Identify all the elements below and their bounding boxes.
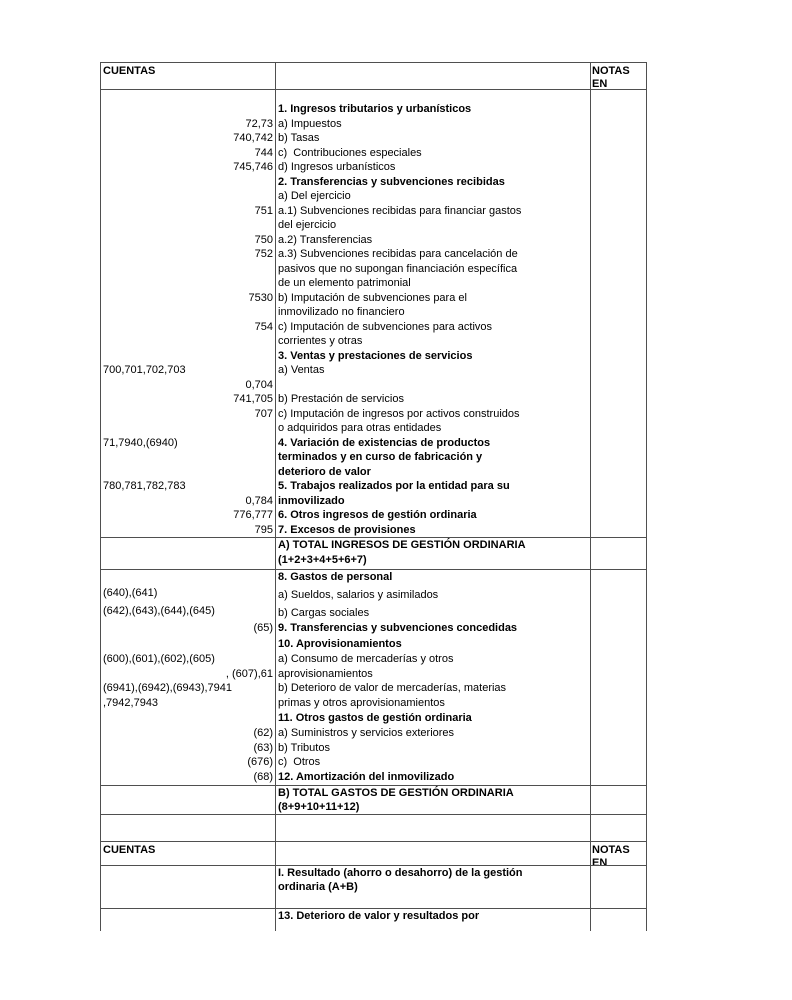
account-cell xyxy=(101,218,276,233)
table-row xyxy=(101,160,646,175)
description-cell: c) Imputación de ingresos por activos construidos xyxy=(276,407,591,422)
account-cell xyxy=(101,90,276,102)
notes-cell xyxy=(591,262,646,277)
notes-cell xyxy=(591,131,646,146)
notes-cell xyxy=(591,741,646,756)
notes-cell xyxy=(591,334,646,349)
account-cell xyxy=(101,450,276,465)
table-row xyxy=(101,131,646,146)
notes-cell xyxy=(591,479,646,494)
account-cell xyxy=(101,305,276,320)
account-cell: 776,777 xyxy=(101,508,276,523)
table-row xyxy=(101,334,646,349)
description-cell: 13. Deterioro de valor y resultados por xyxy=(276,909,591,931)
account-cell: ,7942,7943 xyxy=(101,696,276,711)
account-cell: (600),(601),(602),(605) xyxy=(101,652,276,667)
table-row xyxy=(101,585,646,603)
table-row xyxy=(101,908,646,931)
account-cell xyxy=(101,815,276,841)
table-row xyxy=(101,681,646,696)
description-cell: c) Contribuciones especiales xyxy=(276,146,591,161)
notes-cell xyxy=(591,305,646,320)
table-row xyxy=(101,407,646,422)
notes-cell xyxy=(591,90,646,102)
table-row xyxy=(101,880,646,895)
description-cell: 12. Amortización del inmovilizado xyxy=(276,770,591,785)
description-cell: inmovilizado xyxy=(276,494,591,509)
table-row xyxy=(101,320,646,335)
account-cell xyxy=(101,637,276,652)
table-row xyxy=(101,537,646,553)
account-cell: 741,705 xyxy=(101,392,276,407)
description-cell xyxy=(276,90,591,102)
account-cell: 744 xyxy=(101,146,276,161)
table-row xyxy=(101,465,646,480)
table-row xyxy=(101,603,646,621)
account-cell: (65) xyxy=(101,621,276,637)
notes-cell xyxy=(591,786,646,800)
account-cell xyxy=(101,909,276,931)
table-row xyxy=(101,814,646,841)
description-cell: 8. Gastos de personal xyxy=(276,570,591,585)
description-cell: a) Sueldos, salarios y asimilados xyxy=(276,585,591,603)
description-cell: 6. Otros ingresos de gestión ordinaria xyxy=(276,508,591,523)
notes-cell xyxy=(591,523,646,538)
description-cell: A) TOTAL INGRESOS DE GESTIÓN ORDINARIA xyxy=(276,538,591,553)
notes-cell xyxy=(591,218,646,233)
column-header-notas xyxy=(591,842,646,865)
description-cell: a) Del ejercicio xyxy=(276,189,591,204)
description-cell: 1. Ingresos tributarios y urbanísticos xyxy=(276,102,591,117)
table-row xyxy=(101,696,646,711)
column-header-description xyxy=(276,63,591,89)
account-cell xyxy=(101,711,276,726)
table-row xyxy=(101,667,646,682)
notes-cell xyxy=(591,652,646,667)
table-row xyxy=(101,175,646,190)
table-row xyxy=(101,652,646,667)
description-cell: 11. Otros gastos de gestión ordinaria xyxy=(276,711,591,726)
notes-cell xyxy=(591,392,646,407)
table-row xyxy=(101,189,646,204)
description-cell: a) Ventas xyxy=(276,363,591,378)
account-cell: (642),(643),(644),(645) xyxy=(101,603,276,621)
notes-cell xyxy=(591,363,646,378)
notes-cell xyxy=(591,667,646,682)
account-cell: 752 xyxy=(101,247,276,262)
description-cell: 7. Excesos de provisiones xyxy=(276,523,591,538)
account-cell xyxy=(101,866,276,880)
table-row xyxy=(101,711,646,726)
description-cell: b) Tasas xyxy=(276,131,591,146)
table-row xyxy=(101,102,646,117)
description-cell: inmovilizado no financiero xyxy=(276,305,591,320)
notes-cell xyxy=(591,815,646,841)
account-cell: 7530 xyxy=(101,291,276,306)
description-cell: corrientes y otras xyxy=(276,334,591,349)
notes-cell xyxy=(591,465,646,480)
notes-cell xyxy=(591,755,646,770)
description-cell: o adquiridos para otras entidades xyxy=(276,421,591,436)
description-cell: b) Tributos xyxy=(276,741,591,756)
table-row xyxy=(101,770,646,785)
description-cell: 9. Transferencias y subvenciones concedidas xyxy=(276,621,591,637)
column-header-notas-line1: NOTAS xyxy=(592,843,630,856)
account-cell: (62) xyxy=(101,726,276,741)
notes-cell xyxy=(591,553,646,569)
description-cell xyxy=(276,895,591,908)
table-row xyxy=(101,233,646,248)
table-row xyxy=(101,479,646,494)
notes-cell xyxy=(591,450,646,465)
account-cell: 795 xyxy=(101,523,276,538)
description-cell: a) Suministros y servicios exteriores xyxy=(276,726,591,741)
description-cell: B) TOTAL GASTOS DE GESTIÓN ORDINARIA xyxy=(276,786,591,800)
description-cell: 10. Aprovisionamientos xyxy=(276,637,591,652)
account-cell: 72,73 xyxy=(101,117,276,132)
notes-cell xyxy=(591,233,646,248)
notes-cell xyxy=(591,508,646,523)
account-cell xyxy=(101,262,276,277)
description-cell: a) Impuestos xyxy=(276,117,591,132)
description-cell: deterioro de valor xyxy=(276,465,591,480)
account-cell: 700,701,702,703 xyxy=(101,363,276,378)
account-cell: 750 xyxy=(101,233,276,248)
description-cell: c) Otros xyxy=(276,755,591,770)
account-cell: 0,704 xyxy=(101,378,276,393)
account-cell xyxy=(101,175,276,190)
description-cell: 2. Transferencias y subvenciones recibidas xyxy=(276,175,591,190)
notes-cell xyxy=(591,696,646,711)
notes-cell xyxy=(591,378,646,393)
notes-cell xyxy=(591,320,646,335)
notes-cell xyxy=(591,407,646,422)
notes-cell xyxy=(591,117,646,132)
table-row xyxy=(101,89,646,102)
notes-cell xyxy=(591,637,646,652)
table-row xyxy=(101,218,646,233)
column-header-notas xyxy=(591,63,646,89)
account-cell xyxy=(101,276,276,291)
description-cell: 4. Variación de existencias de productos xyxy=(276,436,591,451)
account-cell: 0,784 xyxy=(101,494,276,509)
table-row xyxy=(101,247,646,262)
table-row xyxy=(101,363,646,378)
description-cell: ordinaria (A+B) xyxy=(276,880,591,895)
table-row xyxy=(101,146,646,161)
table-row xyxy=(101,276,646,291)
description-cell: a) Consumo de mercaderías y otros xyxy=(276,652,591,667)
account-cell xyxy=(101,786,276,800)
description-cell: b) Deterioro de valor de mercaderías, materias xyxy=(276,681,591,696)
account-cell: 780,781,782,783 xyxy=(101,479,276,494)
table-row xyxy=(101,291,646,306)
notes-cell xyxy=(591,909,646,931)
table-row xyxy=(101,865,646,880)
notes-cell xyxy=(591,603,646,621)
description-cell: 5. Trabajos realizados por la entidad para su xyxy=(276,479,591,494)
table-row xyxy=(101,392,646,407)
account-cell: 740,742 xyxy=(101,131,276,146)
description-cell: de un elemento patrimonial xyxy=(276,276,591,291)
account-cell xyxy=(101,102,276,117)
financial-statement-table xyxy=(100,62,647,931)
description-cell: I. Resultado (ahorro o desahorro) de la gestión xyxy=(276,866,591,880)
description-cell: (1+2+3+4+5+6+7) xyxy=(276,553,591,569)
description-cell: b) Prestación de servicios xyxy=(276,392,591,407)
header-row xyxy=(101,841,646,865)
account-cell xyxy=(101,349,276,364)
account-cell xyxy=(101,880,276,895)
notes-cell xyxy=(591,102,646,117)
account-cell xyxy=(101,895,276,908)
table-row xyxy=(101,755,646,770)
table-row xyxy=(101,785,646,800)
description-cell: b) Cargas sociales xyxy=(276,603,591,621)
table-row xyxy=(101,349,646,364)
account-cell xyxy=(101,334,276,349)
account-cell xyxy=(101,189,276,204)
description-cell: del ejercicio xyxy=(276,218,591,233)
account-cell: (63) xyxy=(101,741,276,756)
table-row xyxy=(101,800,646,814)
notes-cell xyxy=(591,421,646,436)
notes-cell xyxy=(591,681,646,696)
account-cell: (640),(641) xyxy=(101,585,276,603)
notes-cell xyxy=(591,585,646,603)
notes-cell xyxy=(591,160,646,175)
table-row xyxy=(101,553,646,569)
account-cell: (68) xyxy=(101,770,276,785)
account-cell xyxy=(101,553,276,569)
notes-cell xyxy=(591,800,646,814)
account-cell: , (607),61 xyxy=(101,667,276,682)
table-row xyxy=(101,523,646,538)
notes-cell xyxy=(591,291,646,306)
table-row xyxy=(101,508,646,523)
account-cell: 707 xyxy=(101,407,276,422)
table-row xyxy=(101,117,646,132)
column-header-description xyxy=(276,842,591,865)
description-cell xyxy=(276,378,591,393)
table-row xyxy=(101,621,646,637)
notes-cell xyxy=(591,247,646,262)
table-row xyxy=(101,204,646,219)
description-cell: a.2) Transferencias xyxy=(276,233,591,248)
notes-cell xyxy=(591,349,646,364)
table-row xyxy=(101,378,646,393)
description-cell: d) Ingresos urbanísticos xyxy=(276,160,591,175)
description-cell: a.1) Subvenciones recibidas para financiar gastos xyxy=(276,204,591,219)
description-cell: aprovisionamientos xyxy=(276,667,591,682)
description-cell: primas y otros aprovisionamientos xyxy=(276,696,591,711)
description-cell: 3. Ventas y prestaciones de servicios xyxy=(276,349,591,364)
account-cell xyxy=(101,538,276,553)
notes-cell xyxy=(591,204,646,219)
notes-cell xyxy=(591,276,646,291)
account-cell xyxy=(101,465,276,480)
table-row xyxy=(101,262,646,277)
column-header-notas-line1: NOTAS xyxy=(592,65,630,77)
description-cell xyxy=(276,815,591,841)
description-cell: a.3) Subvenciones recibidas para cancelación de xyxy=(276,247,591,262)
notes-cell xyxy=(591,189,646,204)
description-cell: pasivos que no supongan financiación específica xyxy=(276,262,591,277)
account-cell: 71,7940,(6940) xyxy=(101,436,276,451)
notes-cell xyxy=(591,436,646,451)
account-cell: 751 xyxy=(101,204,276,219)
account-cell: 745,746 xyxy=(101,160,276,175)
table-row xyxy=(101,637,646,652)
column-header-cuentas: CUENTAS xyxy=(101,63,276,89)
description-cell: b) Imputación de subvenciones para el xyxy=(276,291,591,306)
table-row xyxy=(101,421,646,436)
notes-cell xyxy=(591,621,646,637)
description-cell: c) Imputación de subvenciones para activos xyxy=(276,320,591,335)
description-cell: (8+9+10+11+12) xyxy=(276,800,591,814)
account-cell: (676) xyxy=(101,755,276,770)
notes-cell xyxy=(591,711,646,726)
header-row xyxy=(101,63,646,89)
notes-cell xyxy=(591,494,646,509)
table-row xyxy=(101,450,646,465)
account-cell xyxy=(101,570,276,585)
column-header-notas-line2: EN xyxy=(592,856,608,865)
table-row xyxy=(101,726,646,741)
table-row xyxy=(101,895,646,908)
notes-cell xyxy=(591,895,646,908)
column-header-notas-line2: EN xyxy=(592,78,608,89)
notes-cell xyxy=(591,726,646,741)
account-cell xyxy=(101,800,276,814)
account-cell: (6941),(6942),(6943),7941 xyxy=(101,681,276,696)
table-row xyxy=(101,436,646,451)
notes-cell xyxy=(591,146,646,161)
table-row xyxy=(101,569,646,585)
notes-cell xyxy=(591,570,646,585)
notes-cell xyxy=(591,770,646,785)
notes-cell xyxy=(591,866,646,880)
table-row xyxy=(101,741,646,756)
notes-cell xyxy=(591,880,646,895)
table-row xyxy=(101,494,646,509)
column-header-cuentas: CUENTAS xyxy=(101,842,276,865)
notes-cell xyxy=(591,538,646,553)
table-row xyxy=(101,305,646,320)
account-cell: 754 xyxy=(101,320,276,335)
description-cell: terminados y en curso de fabricación y xyxy=(276,450,591,465)
account-cell xyxy=(101,421,276,436)
notes-cell xyxy=(591,175,646,190)
